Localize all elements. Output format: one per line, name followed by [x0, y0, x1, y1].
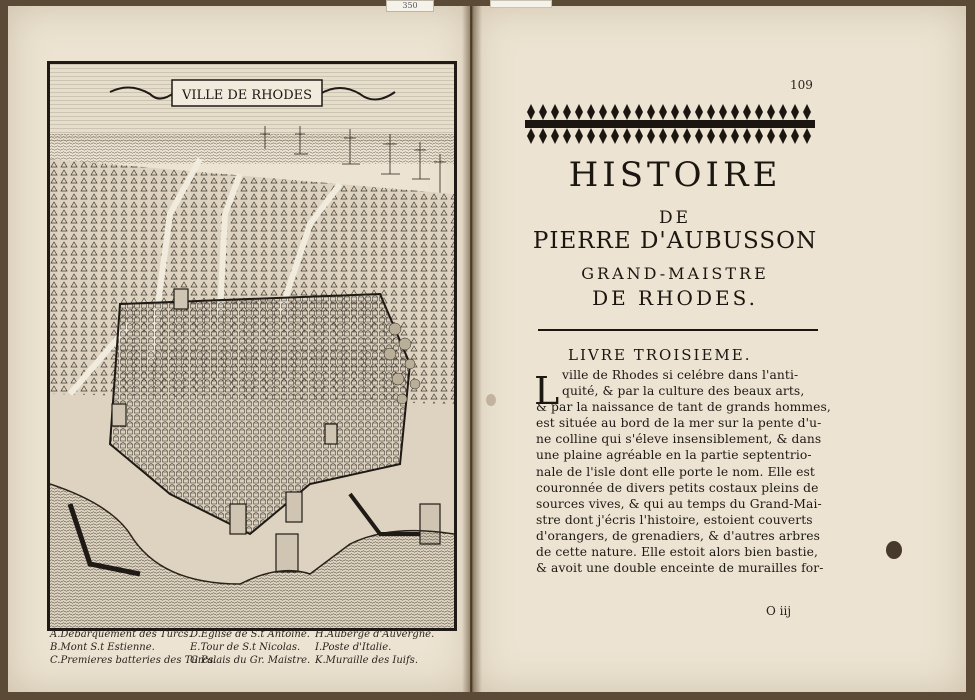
page-number: 109 — [790, 78, 813, 92]
city-view-engraving — [50, 64, 454, 628]
book-gutter — [462, 6, 482, 692]
title-name: PIERRE D'AUBUSSON — [532, 228, 818, 254]
legend-item: K.Muraille des Iuifs. — [315, 655, 418, 666]
text-line: ville de Rhodes si celébre dans l'anti- — [562, 368, 799, 382]
title-place: DE RHODES. — [592, 286, 758, 310]
text-line: & par la naissance de tant de grands hommes, — [536, 400, 831, 415]
text-line: ne colline qui s'éleve insensiblement, & dans — [536, 432, 822, 447]
title-rank: GRAND-MAISTRE — [581, 264, 769, 283]
signature-mark: O iij — [766, 604, 792, 618]
text-line: une plaine agréable en la partie septentrio- — [536, 448, 812, 463]
body-text — [536, 367, 831, 576]
text-line: est située au bord de la mer sur la pente d'u- — [536, 416, 822, 431]
paper-tab-2 — [490, 0, 552, 8]
drop-cap: L — [534, 369, 560, 413]
legend-item: G.Palais du Gr. Maistre. — [190, 655, 311, 666]
legend-item: A.Debarquement des Turcs. — [50, 629, 192, 640]
text-line: quité, & par la culture des beaux arts, — [562, 384, 805, 399]
text-line: stre dont j'écris l'histoire, estoient couverts — [536, 512, 813, 527]
legend-item: B.Mont S.t Estienne. — [50, 642, 155, 653]
text-line: & avoit une double enceinte de murailles for- — [536, 561, 824, 576]
legend-item: H.Auberge d'Auvergne. — [315, 629, 435, 640]
engraving-plate — [47, 61, 457, 631]
text-line: nale de l'isle dont elle porte le nom. Elle est — [536, 464, 815, 479]
title-de: DE — [658, 208, 692, 228]
plate-legend — [50, 628, 460, 688]
text-line: d'orangers, de grenadiers, & d'autres arbres — [536, 528, 820, 543]
paper-tab: 350 — [386, 0, 434, 12]
paper-stain — [486, 394, 496, 406]
text-line: sources vives, & qui au temps du Grand-Mai- — [536, 496, 822, 511]
legend-column-3 — [315, 628, 434, 667]
text-line: couronnée de divers petits costaux pleins de — [536, 480, 819, 495]
legend-item: C.Premieres batteries des Turcs. — [50, 655, 217, 666]
legend-item: I.Poste d'Italie. — [315, 642, 392, 653]
ink-stain — [886, 541, 902, 559]
legend-column-2 — [190, 628, 310, 667]
headpiece-ornament — [525, 100, 815, 148]
title-rule — [538, 329, 818, 331]
legend-item: E.Tour de S.t Nicolas. — [190, 642, 301, 653]
book-heading: LIVRE TROISIEME. — [568, 346, 752, 364]
legend-item: D.Eglise de S.t Antoine. — [190, 629, 310, 640]
plate-title: VILLE DE RHODES — [181, 88, 313, 103]
text-line: de cette nature. Elle estoit alors bien bastie, — [536, 545, 819, 560]
title-histoire: HISTOIRE — [568, 155, 782, 195]
